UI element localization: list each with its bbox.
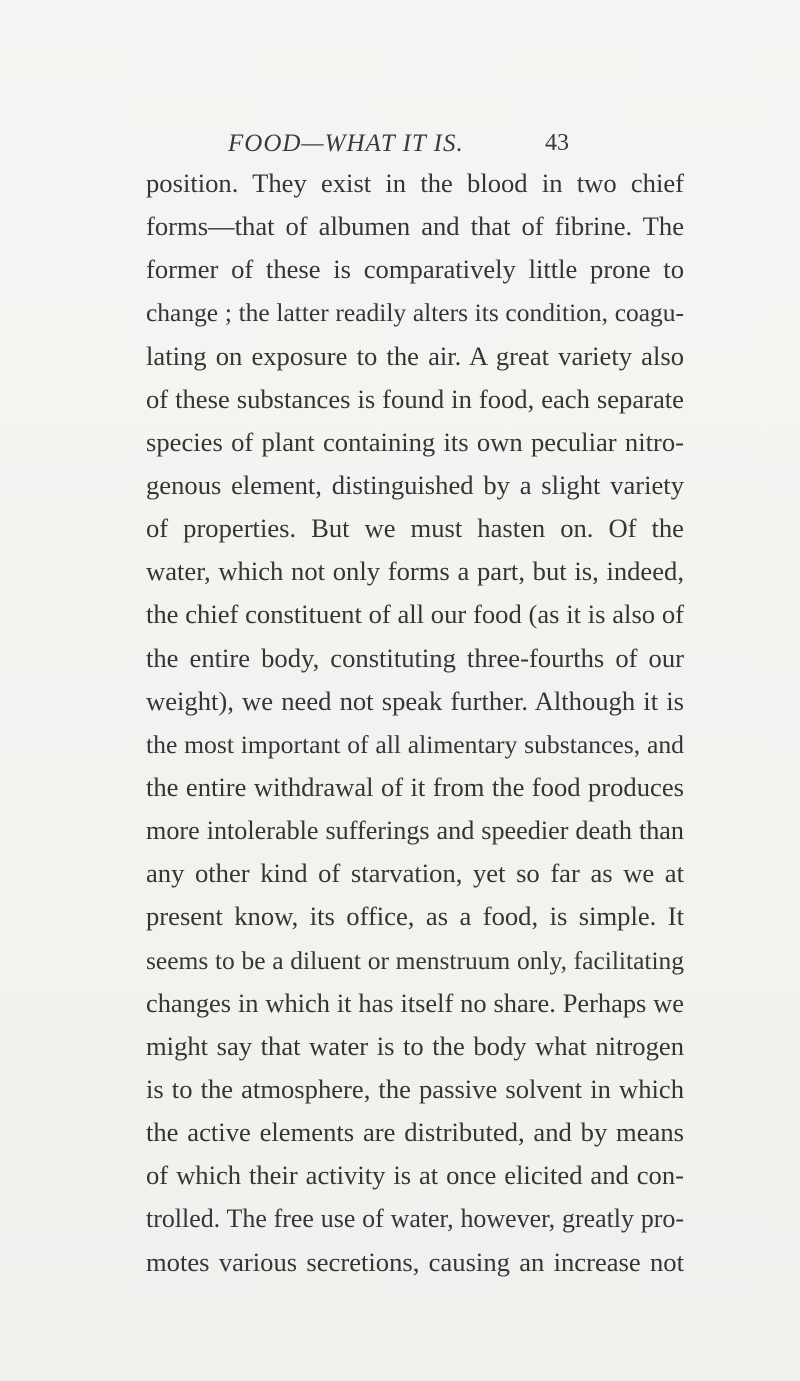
page-number: 43 [545, 130, 569, 156]
text-line: motes various secretions, causing an increase not [146, 1246, 684, 1277]
text-line: weight), we need not speak further. Although it is [146, 685, 684, 716]
text-line: is to the atmosphere, the passive solvent in which [146, 1073, 684, 1104]
text-line: present know, its office, as a food, is simple. It [146, 901, 684, 932]
text-line: the active elements are distributed, and by means [146, 1117, 684, 1148]
text-line: the entire withdrawal of it from the food produces [146, 771, 684, 802]
text-line: lating on exposure to the air. A great variety also [146, 340, 684, 371]
text-line: position. They exist in the blood in two chief [146, 168, 684, 198]
text-line: former of these is comparatively little prone to [146, 254, 684, 285]
body-text [146, 162, 684, 1284]
text-line: trolled. The free use of water, however, greatly pro- [146, 1204, 684, 1234]
running-title: FOOD—WHAT IT IS. [228, 130, 464, 157]
text-line: the most important of all alimentary substances, and [146, 729, 684, 759]
text-line: any other kind of starvation, yet so far as we at [146, 858, 684, 889]
text-line: change ; the latter readily alters its condition, coagu- [146, 298, 684, 328]
text-line: species of plant containing its own peculiar nitro- [146, 426, 684, 457]
text-line: of which their activity is at once elicited and con- [146, 1160, 684, 1191]
text-line: seems to be a diluent or menstruum only, facilitating [146, 945, 684, 975]
text-line: more intolerable sufferings and speedier death than [146, 816, 684, 846]
text-line: of properties. But we must hasten on. Of the [146, 513, 684, 544]
text-line: the entire body, constituting three-fourths of our [146, 642, 684, 673]
text-line: genous element, distinguished by a slight variety [146, 469, 684, 500]
text-line: might say that water is to the body what nitrogen [146, 1030, 684, 1061]
text-line: water, which not only forms a part, but is, indeed, [146, 556, 684, 587]
text-line: the chief constituent of all our food (as it is also of [146, 599, 684, 630]
text-line: changes in which it has itself no share. Perhaps we [146, 987, 684, 1018]
text-line: forms—that of albumen and that of fibrine. The [146, 211, 684, 242]
text-line: of these substances is found in food, each separate [146, 383, 684, 414]
